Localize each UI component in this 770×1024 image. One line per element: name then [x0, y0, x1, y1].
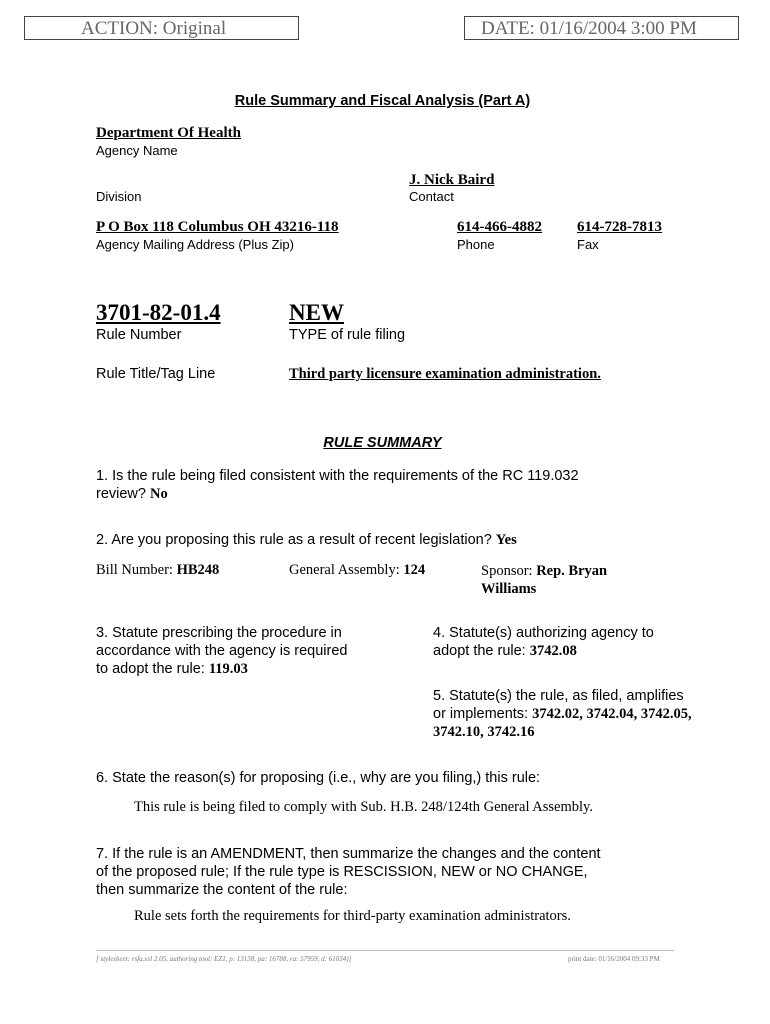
question-6: 6. State the reason(s) for proposing (i.e., why are you filing,) this rule: — [96, 770, 541, 786]
contact-value: J. Nick Baird — [409, 172, 495, 188]
question-4 — [433, 624, 654, 660]
question-5-line-1: 5. Statute(s) the rule, as filed, amplifies — [433, 688, 684, 704]
question-7-answer: Rule sets forth the requirements for third-party examination administrators. — [134, 908, 571, 924]
date-text: DATE: 01/16/2004 3:00 PM — [481, 18, 697, 39]
footer-stylesheet-info: [ stylesheet: rsfa.xsl 2.05, authoring tool: EZ1, p: 13138, pa: 16788, ra: 57959, d: 61034)] — [96, 955, 352, 963]
question-7-line-2: of the proposed rule; If the rule type is RESCISSION, NEW or NO CHANGE, — [96, 864, 588, 880]
bill-number — [96, 562, 219, 579]
question-4-line-2: adopt the rule: — [433, 643, 526, 659]
fax-value: 614-728-7813 — [577, 219, 662, 235]
question-1-line-1: 1. Is the rule being filed consistent with the requirements of the RC 119.032 — [96, 468, 579, 484]
address-label: Agency Mailing Address (Plus Zip) — [96, 237, 294, 252]
bill-number-value: HB248 — [176, 562, 220, 578]
question-3-line-1: 3. Statute prescribing the procedure in — [96, 625, 342, 641]
question-5-line-2: or implements: — [433, 706, 529, 722]
footer-print-date: print date: 01/16/2004 09:33 PM — [568, 955, 660, 963]
sponsor-label: Sponsor: — [481, 563, 533, 579]
action-text: ACTION: Original — [81, 18, 227, 39]
question-2-answer: Yes — [495, 532, 517, 548]
sponsor-value-line-1: Rep. Bryan — [536, 563, 608, 579]
page-title: Rule Summary and Fiscal Analysis (Part A) — [234, 93, 531, 109]
sponsor — [481, 562, 607, 598]
question-7-line-3: then summarize the content of the rule: — [96, 882, 348, 898]
question-4-line-1: 4. Statute(s) authorizing agency to — [433, 625, 654, 641]
question-7-line-1: 7. If the rule is an AMENDMENT, then summarize the changes and the content — [96, 846, 601, 862]
address-value: P O Box 118 Columbus OH 43216-118 — [96, 219, 339, 235]
question-1 — [96, 467, 579, 503]
question-7 — [96, 845, 601, 899]
rule-number-value: 3701-82-01.4 — [96, 300, 221, 325]
agency-name-label: Agency Name — [96, 143, 178, 158]
question-3 — [96, 624, 347, 678]
rule-type-label: TYPE of rule filing — [289, 327, 406, 343]
bill-number-label: Bill Number: — [96, 562, 173, 578]
question-2 — [96, 531, 517, 549]
question-3-answer: 119.03 — [208, 661, 248, 677]
question-5 — [433, 687, 692, 741]
question-1-line-2: review? — [96, 486, 146, 502]
rule-type-value: NEW — [289, 300, 344, 325]
sponsor-value-line-2: Williams — [481, 581, 537, 597]
general-assembly-label: General Assembly: — [289, 562, 400, 578]
rule-number-label: Rule Number — [96, 327, 182, 343]
agency-name-value: Department Of Health — [96, 125, 241, 141]
question-2-text: 2. Are you proposing this rule as a result of recent legislation? — [96, 532, 492, 548]
question-3-line-3: to adopt the rule: — [96, 661, 205, 677]
date-box — [464, 16, 739, 40]
question-3-line-2: accordance with the agency is required — [96, 643, 348, 659]
action-box — [24, 16, 299, 40]
question-4-answer: 3742.08 — [529, 643, 577, 659]
phone-value: 614-466-4882 — [457, 219, 542, 235]
general-assembly-value: 124 — [403, 562, 426, 578]
phone-label: Phone — [457, 237, 495, 252]
division-label: Division — [96, 189, 142, 204]
contact-label: Contact — [409, 189, 454, 204]
rule-summary-heading: RULE SUMMARY — [323, 435, 442, 451]
question-5-answer-line-1: 3742.02, 3742.04, 3742.05, — [532, 706, 692, 722]
question-6-answer: This rule is being filed to comply with Sub. H.B. 248/124th General Assembly. — [134, 799, 593, 815]
fax-label: Fax — [577, 237, 599, 252]
rule-title-label: Rule Title/Tag Line — [96, 366, 216, 382]
footer-divider — [96, 950, 674, 951]
question-1-answer: No — [150, 486, 168, 502]
general-assembly — [289, 562, 425, 579]
question-5-answer-line-2: 3742.10, 3742.16 — [433, 724, 535, 740]
rule-title-value: Third party licensure examination administration. — [289, 366, 601, 382]
